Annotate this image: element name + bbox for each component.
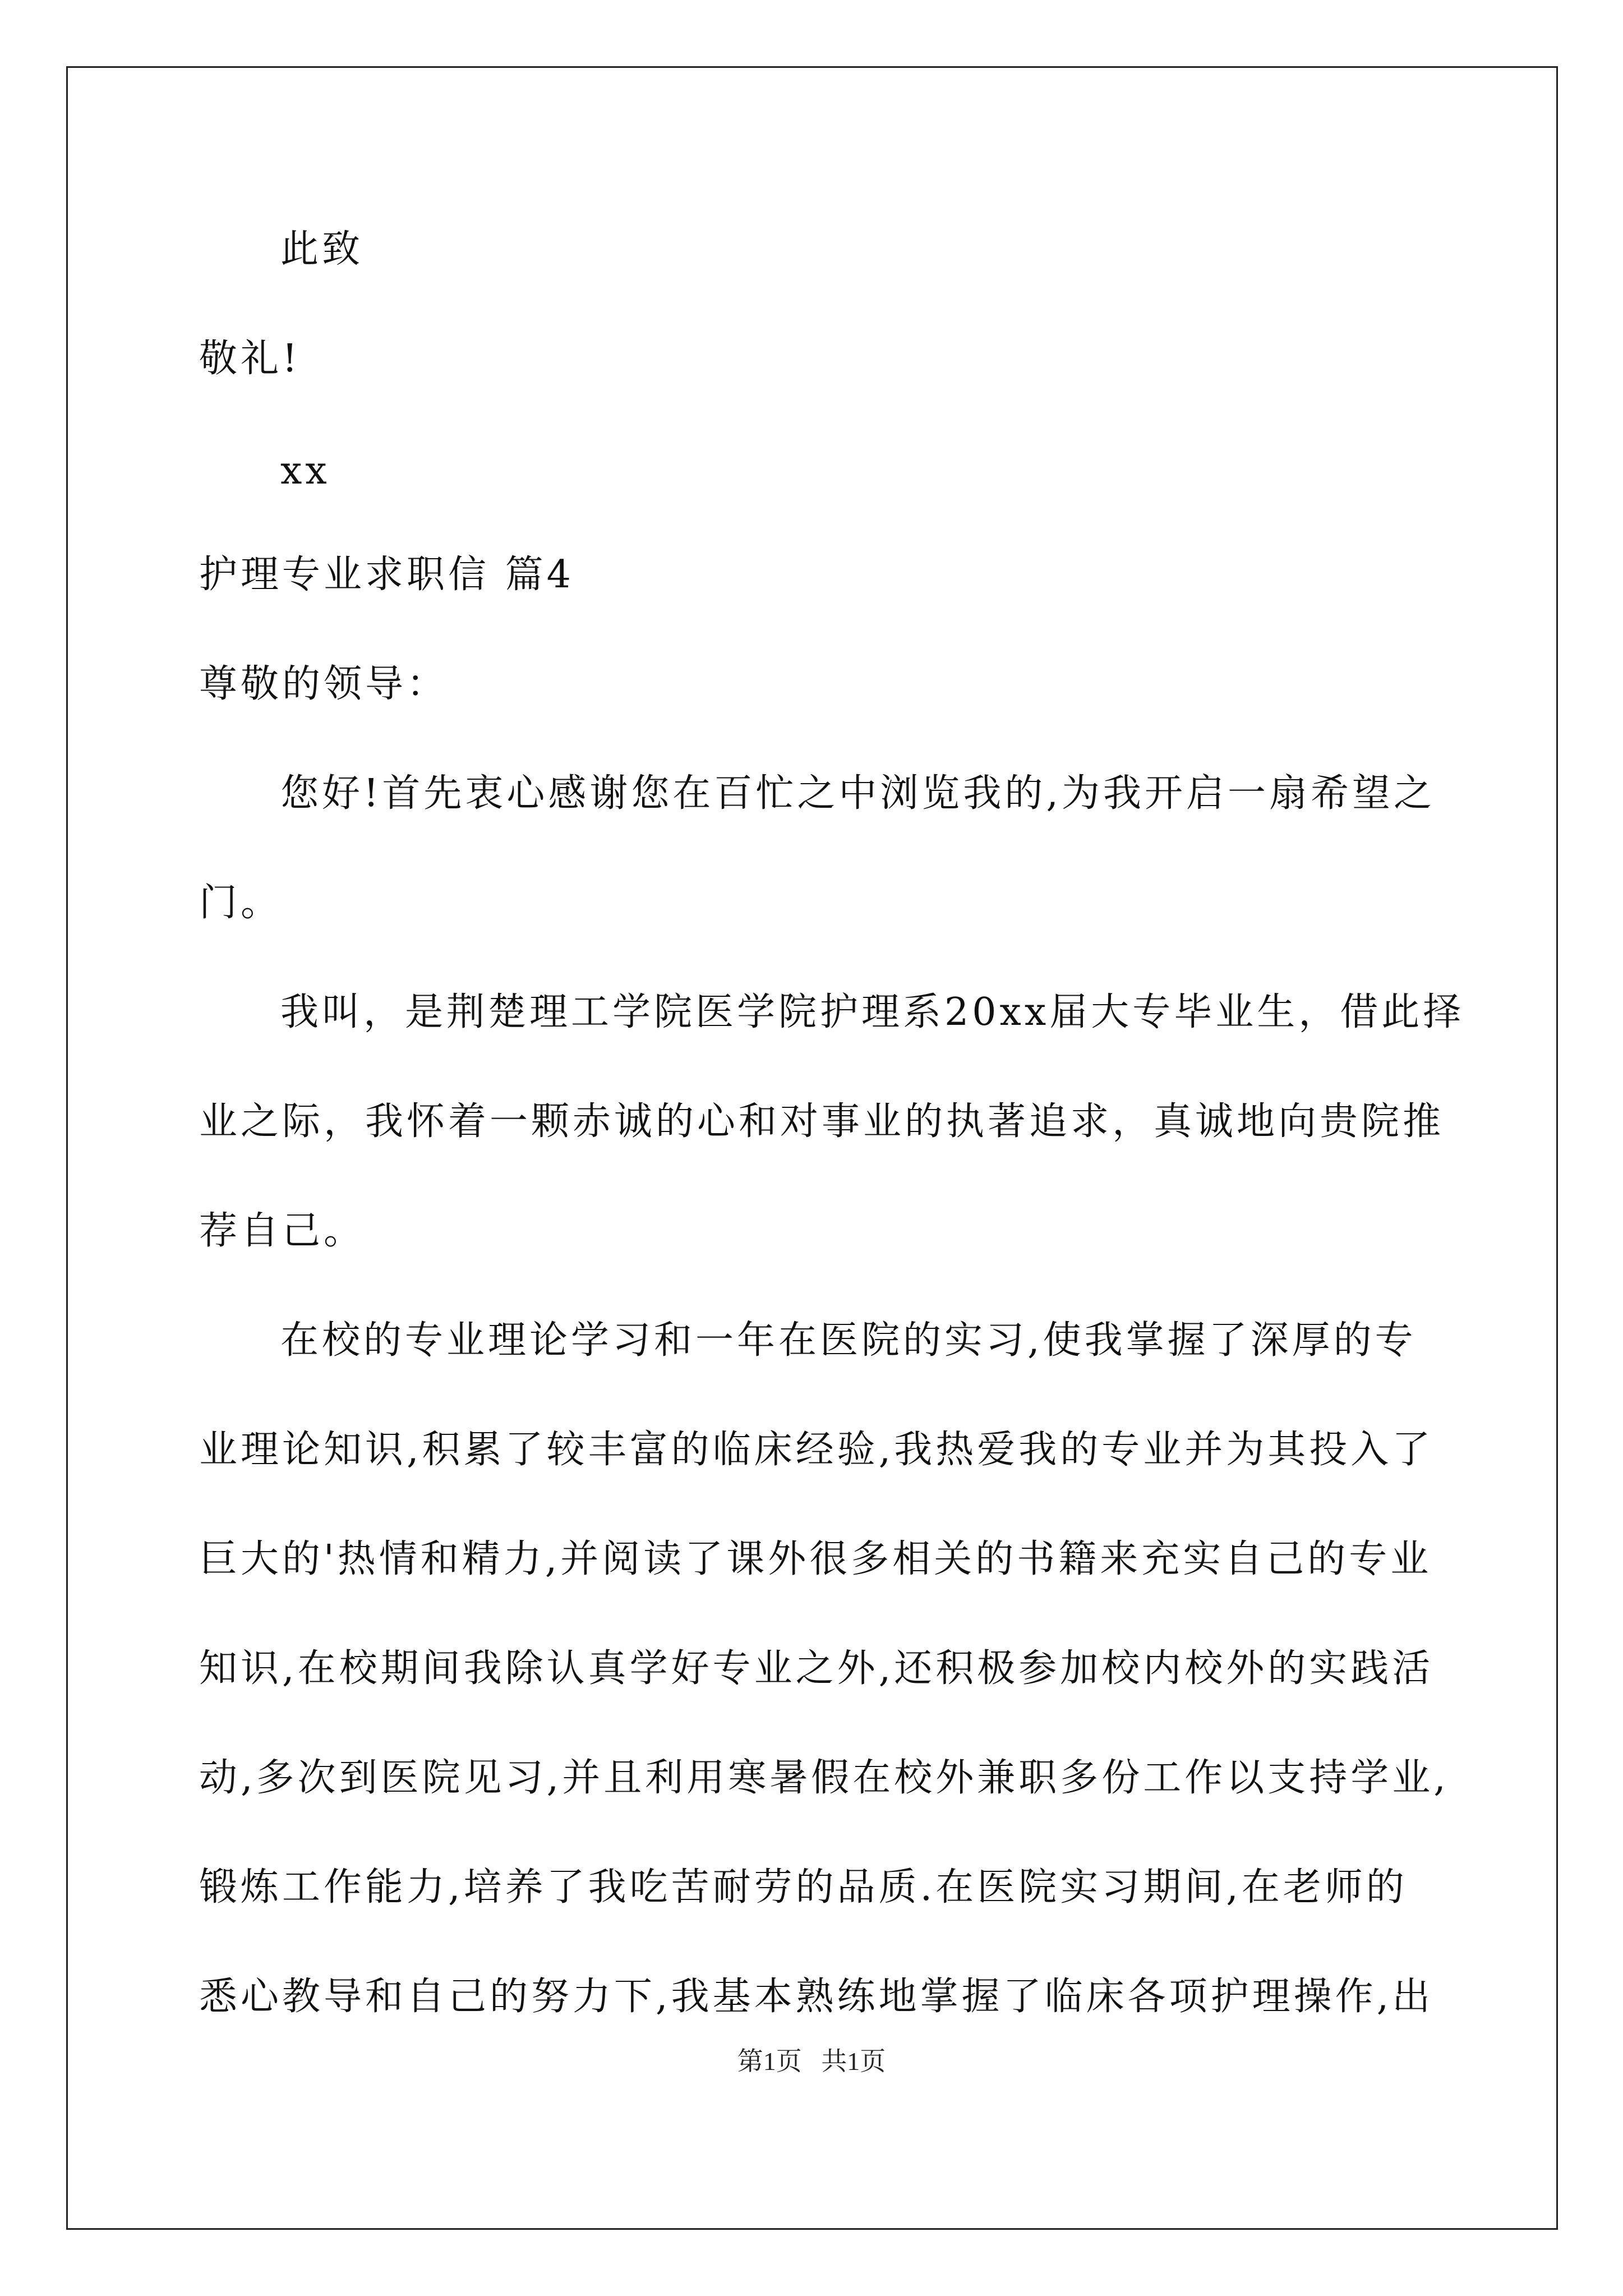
page-footer: 第1页 共1页 [737,2047,886,2076]
paragraph-line: 您好!首先衷心感谢您在百忙之中浏览我的,为我开启一扇希望之 [280,771,1435,816]
section-heading: 护理专业求职信 篇4 [199,553,574,597]
closing-line: 此致 [280,227,364,272]
paragraph-line: 门。 [199,881,283,925]
paragraph-line: 锻炼工作能力,培养了我吃苦耐劳的品质.在医院实习期间,在老师的 [199,1865,1408,1910]
paragraph-line: 荐自己。 [199,1209,366,1253]
paragraph-line: 巨大的'热情和精力,并阅读了课外很多相关的书籍来充实自己的专业 [199,1537,1432,1581]
paragraph-line: 我叫，是荆楚理工学院医学院护理系20xx届大专毕业生，借此择 [280,990,1465,1034]
paragraph-line: 业之际，我怀着一颗赤诚的心和对事业的执著追求，真诚地向贵院推 [199,1099,1445,1144]
paragraph-line: 知识,在校期间我除认真学好专业之外,还积极参加校内校外的实践活 [199,1646,1434,1691]
salutation-regards: 敬礼! [199,337,301,381]
greeting: 尊敬的领导： [199,662,449,706]
paragraph-line: 在校的专业理论学习和一年在医院的实习,使我掌握了深厚的专 [280,1318,1417,1363]
paragraph-line: 动,多次到医院见习,并且利用寒暑假在校外兼职多份工作以支持学业, [199,1756,1449,1800]
paragraph-line: 悉心教导和自己的努力下,我基本熟练地掌握了临床各项护理操作,出 [199,1975,1434,2019]
paragraph-line: 业理论知识,积累了较丰富的临床经验,我热爱我的专业并为其投入了 [199,1428,1434,1472]
signature-name: xx [280,449,330,493]
